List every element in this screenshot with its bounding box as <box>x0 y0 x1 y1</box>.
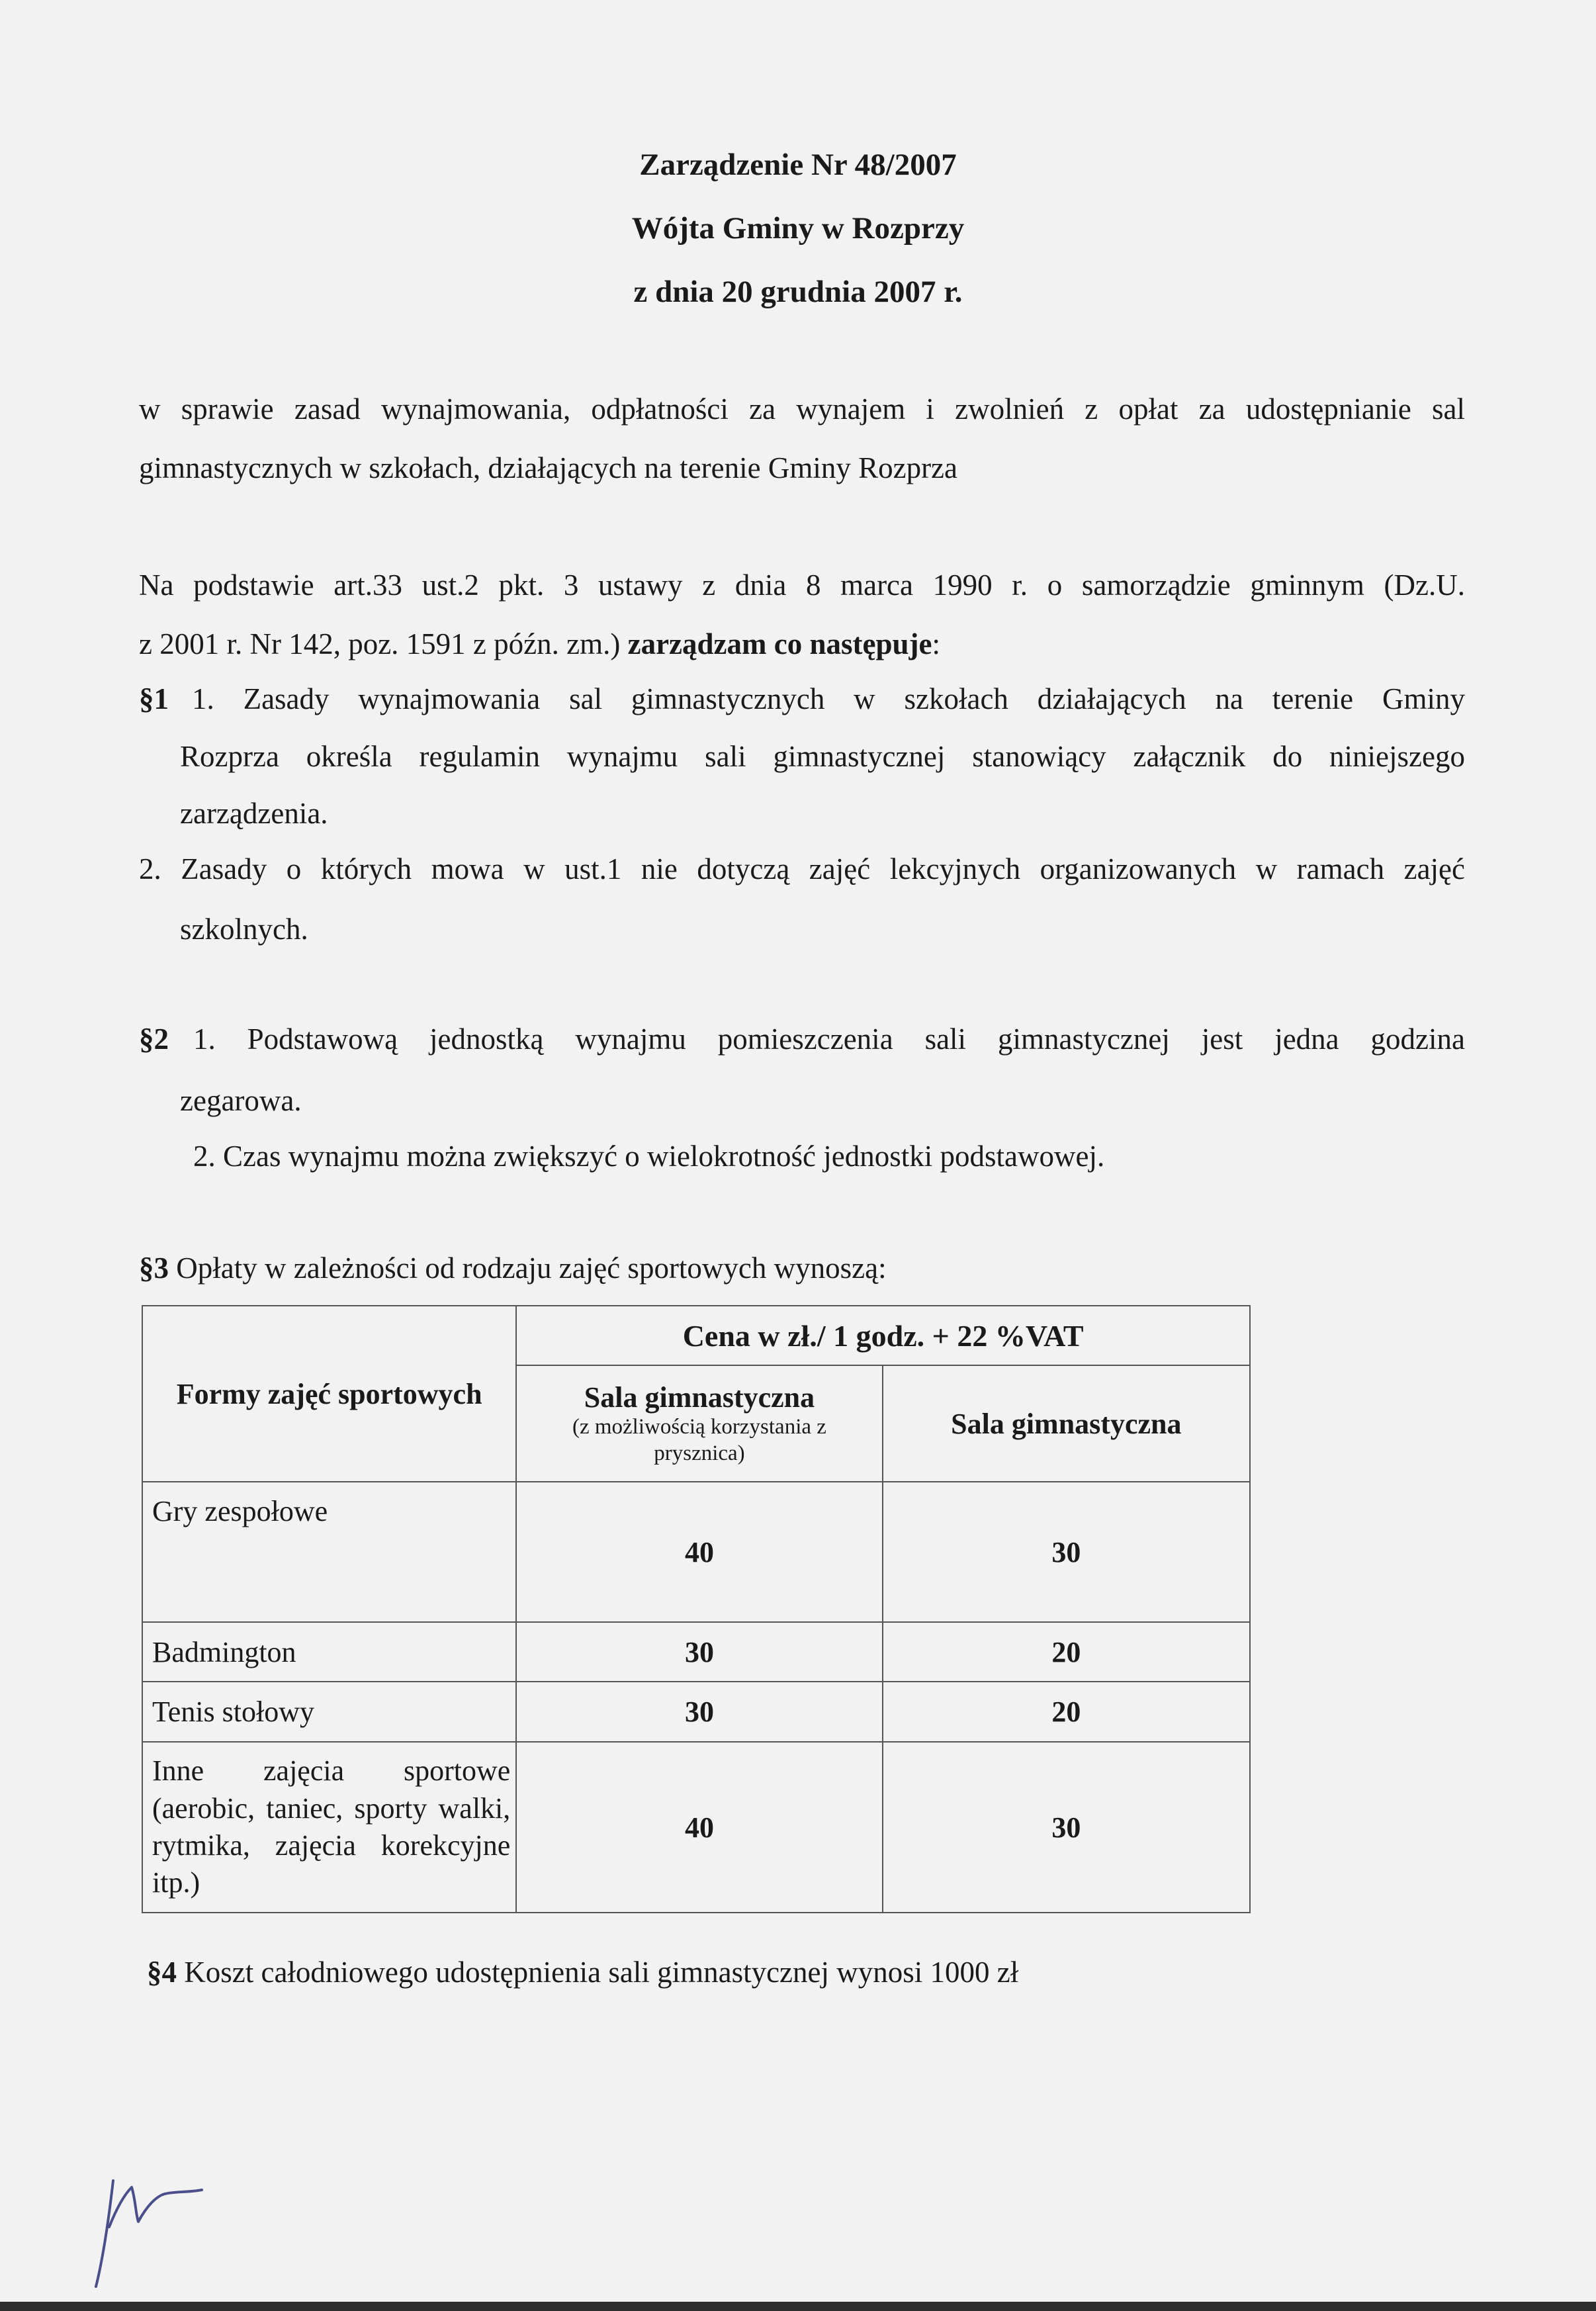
subject-line-2: gimnastycznych w szkołach, działających na terenie Gminy Rozprza <box>139 451 957 484</box>
subject-line-1: w sprawie zasad wynajmowania, odpłatności za wynajem i zwolnień z opłat za udostępnianie sal <box>139 392 1465 426</box>
basis-text: z 2001 r. Nr 142, poz. 1591 z późn. zm.) <box>139 627 621 660</box>
row-name: Gry zespołowe <box>142 1482 516 1622</box>
col-forms-header: Formy zajęć sportowych <box>142 1306 516 1482</box>
row-name: Tenis stołowy <box>142 1682 516 1742</box>
basis-colon: : <box>932 627 940 660</box>
par2-item1-line2: zegarowa. <box>180 1084 302 1117</box>
price-header: Cena w zł./ 1 godz. + 22 %VAT <box>516 1306 1250 1365</box>
par2-mark: §2 <box>139 1022 169 1056</box>
par1-item1-line3: zarządzenia. <box>180 797 328 830</box>
price-with-shower: 40 <box>516 1742 882 1913</box>
par3-text: Opłaty w zależności od rodzaju zajęć sportowych wynoszą: <box>169 1251 887 1285</box>
par4-line <box>147 1958 1018 1987</box>
table-row <box>142 1682 1250 1742</box>
par1-item2-line2: szkolnych. <box>180 913 308 946</box>
table-row <box>142 1482 1250 1622</box>
basis-line-2 <box>139 629 940 659</box>
par4-text: Koszt całodniowego udostępnienia sali gimnastycznej wynosi 1000 zł <box>177 1956 1019 1989</box>
price-without-shower: 30 <box>883 1742 1250 1913</box>
document-issuer: Wójta Gminy w Rozprzy <box>631 211 965 246</box>
par3-heading <box>139 1253 887 1283</box>
par4-mark: §4 <box>147 1956 177 1989</box>
price-without-shower: 20 <box>883 1682 1250 1742</box>
price-without-shower: 30 <box>883 1482 1250 1622</box>
row-name: Badmington <box>142 1622 516 1682</box>
basis-decree: zarządzam co następuje <box>627 627 932 660</box>
col-b-header: Sala gimnastyczna <box>883 1365 1250 1482</box>
price-with-shower: 40 <box>516 1482 882 1622</box>
par1-mark: §1 <box>139 682 169 715</box>
signature-initials <box>83 2148 215 2293</box>
col-a-note: (z możliwością korzystania z prysznica) <box>572 1414 826 1465</box>
table-row <box>142 1742 1250 1913</box>
col-a-header <box>516 1365 882 1482</box>
table-row <box>142 1622 1250 1682</box>
document-title: Zarządzenie Nr 48/2007 <box>639 148 957 182</box>
col-a-title: Sala gimnastyczna <box>584 1381 815 1414</box>
par2-item1-line1: 1. Podstawową jednostką wynajmu pomieszczenia sali gimnastycznej jest jedna godzina <box>193 1022 1465 1056</box>
document-date: z dnia 20 grudnia 2007 r. <box>633 275 963 309</box>
fees-table <box>142 1305 1251 1913</box>
par1-item2-line1: 2. Zasady o których mowa w ust.1 nie dotyczą zajęć lekcyjnych organizowanych w ramach zajęć <box>139 852 1465 885</box>
par1-item1-line1: 1. Zasady wynajmowania sal gimnastycznych w szkołach działających na terenie Gminy <box>192 682 1465 715</box>
price-with-shower: 30 <box>516 1682 882 1742</box>
row-name: Inne zajęcia sportowe (aerobic, taniec, sporty walki, rytmika, zajęcia korekcyjne itp.) <box>142 1742 516 1913</box>
par3-mark: §3 <box>139 1251 169 1285</box>
price-without-shower: 20 <box>883 1622 1250 1682</box>
basis-line-1: Na podstawie art.33 ust.2 pkt. 3 ustawy z dnia 8 marca 1990 r. o samorządzie gminnym (Dz.U. <box>139 568 1465 602</box>
par2-item2-line1: 2. Czas wynajmu można zwiększyć o wielokrotność jednostki podstawowej. <box>193 1140 1105 1173</box>
price-with-shower: 30 <box>516 1622 882 1682</box>
par1-item1-line2: Rozprza określa regulamin wynajmu sali gimnastycznej stanowiący załącznik do niniejszego <box>180 740 1465 773</box>
scan-bottom-edge <box>0 2302 1596 2311</box>
